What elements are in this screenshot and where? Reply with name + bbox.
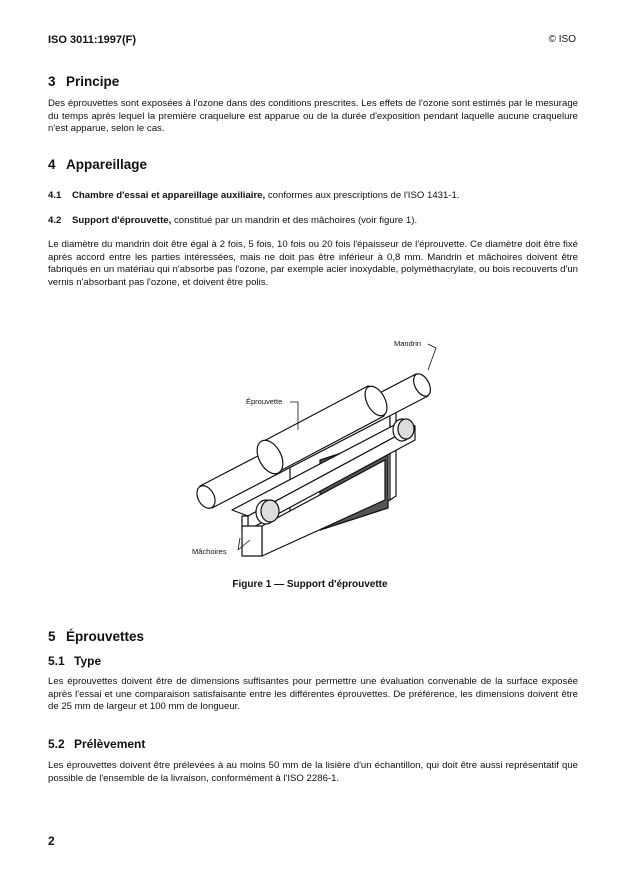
subsection-5-1-paragraph: Les éprouvettes doivent être de dimensions suffisantes pour permettre une évaluation convenable de la surface exposée après l'essai et une comparaison satisfaisante entre les différentes éprouvettes. De préférence, les dimensions doivent être de 25 mm de largeur et 100 mm de longueur. <box>48 676 578 712</box>
subsection-5-2-paragraph: Les éprouvettes doivent être prélevées à au moins 50 mm de la lisière d'un échantillon, qui doit être aussi représentatif que possible de l'ensemble de la livraison, conformément à l'ISO 2286-1. <box>48 760 578 784</box>
figure-caption: Figure 1 — Support d'éprouvette <box>232 579 388 590</box>
clause-text: constitué par un mandrin et des mâchoires (voir figure 1). <box>171 215 418 226</box>
figure-1 <box>170 330 460 570</box>
front-jaw-plate-end <box>242 526 262 556</box>
subsection-number: 5.1 <box>48 654 65 668</box>
page-number: 2 <box>48 834 55 848</box>
section-4-paragraph: Le diamètre du mandrin doit être égal à 2 fois, 5 fois, 10 fois ou 20 fois l'épaisseur de l'éprouvette. Ce diamètre doit être fixé après accord entre les parties intéressées, mais ne doit pas être inférieur à 0,8 mm. Mandrin et mâchoires doivent être fabriqués en un matériau qui n'absorbe pas l'ozone, par exemple acier inoxydable, polyméthacrylate, ou bois recouverts d'un vernis n'absorbant pas l'ozone, et doivent être polis. <box>48 239 578 288</box>
section-5-heading <box>48 629 144 644</box>
subsection-5-1-heading <box>48 654 101 668</box>
section-number: 5 <box>48 629 56 644</box>
subsection-title: Type <box>74 654 102 668</box>
clause-term: Support d'éprouvette, <box>72 215 172 226</box>
clause-term: Chambre d'essai et appareillage auxiliaire, <box>72 190 266 201</box>
copyright-mark: © ISO <box>548 34 576 45</box>
section-number: 3 <box>48 74 56 89</box>
mandrin-leader <box>428 344 436 370</box>
label-mandrin: Mandrin <box>394 339 422 348</box>
label-eprouvette: Éprouvette <box>246 397 283 406</box>
back-knob-face <box>398 419 414 439</box>
specimen-holder-drawing <box>170 330 460 570</box>
subsection-number: 5.2 <box>48 737 65 751</box>
clause-4-2 <box>48 215 578 228</box>
subsection-title: Prélèvement <box>74 737 146 751</box>
section-4-heading <box>48 157 147 172</box>
clause-4-1 <box>48 190 578 203</box>
label-machoires: Mâchoires <box>192 547 227 556</box>
section-3-paragraph: Des éprouvettes sont exposées à l'ozone dans des conditions prescrites. Les effets de l'ozone sont estimés par le mesurage du temps après lequel la première craquelure est apparue ou de la durée d'exposition pendant laquelle aucune craquelure n'est apparue, selon le cas. <box>48 98 578 134</box>
section-3-heading <box>48 74 119 89</box>
section-title: Appareillage <box>66 157 148 172</box>
clause-text: conformes aux prescriptions de l'ISO 1431-1. <box>265 190 460 201</box>
clause-number: 4.2 <box>48 215 62 226</box>
section-title: Principe <box>66 74 120 89</box>
document-id: ISO 3011:1997(F) <box>48 34 137 46</box>
front-knob-face <box>261 500 279 522</box>
section-title: Éprouvettes <box>66 629 145 644</box>
section-number: 4 <box>48 157 56 172</box>
clause-number: 4.1 <box>48 190 62 201</box>
subsection-5-2-heading <box>48 737 145 751</box>
